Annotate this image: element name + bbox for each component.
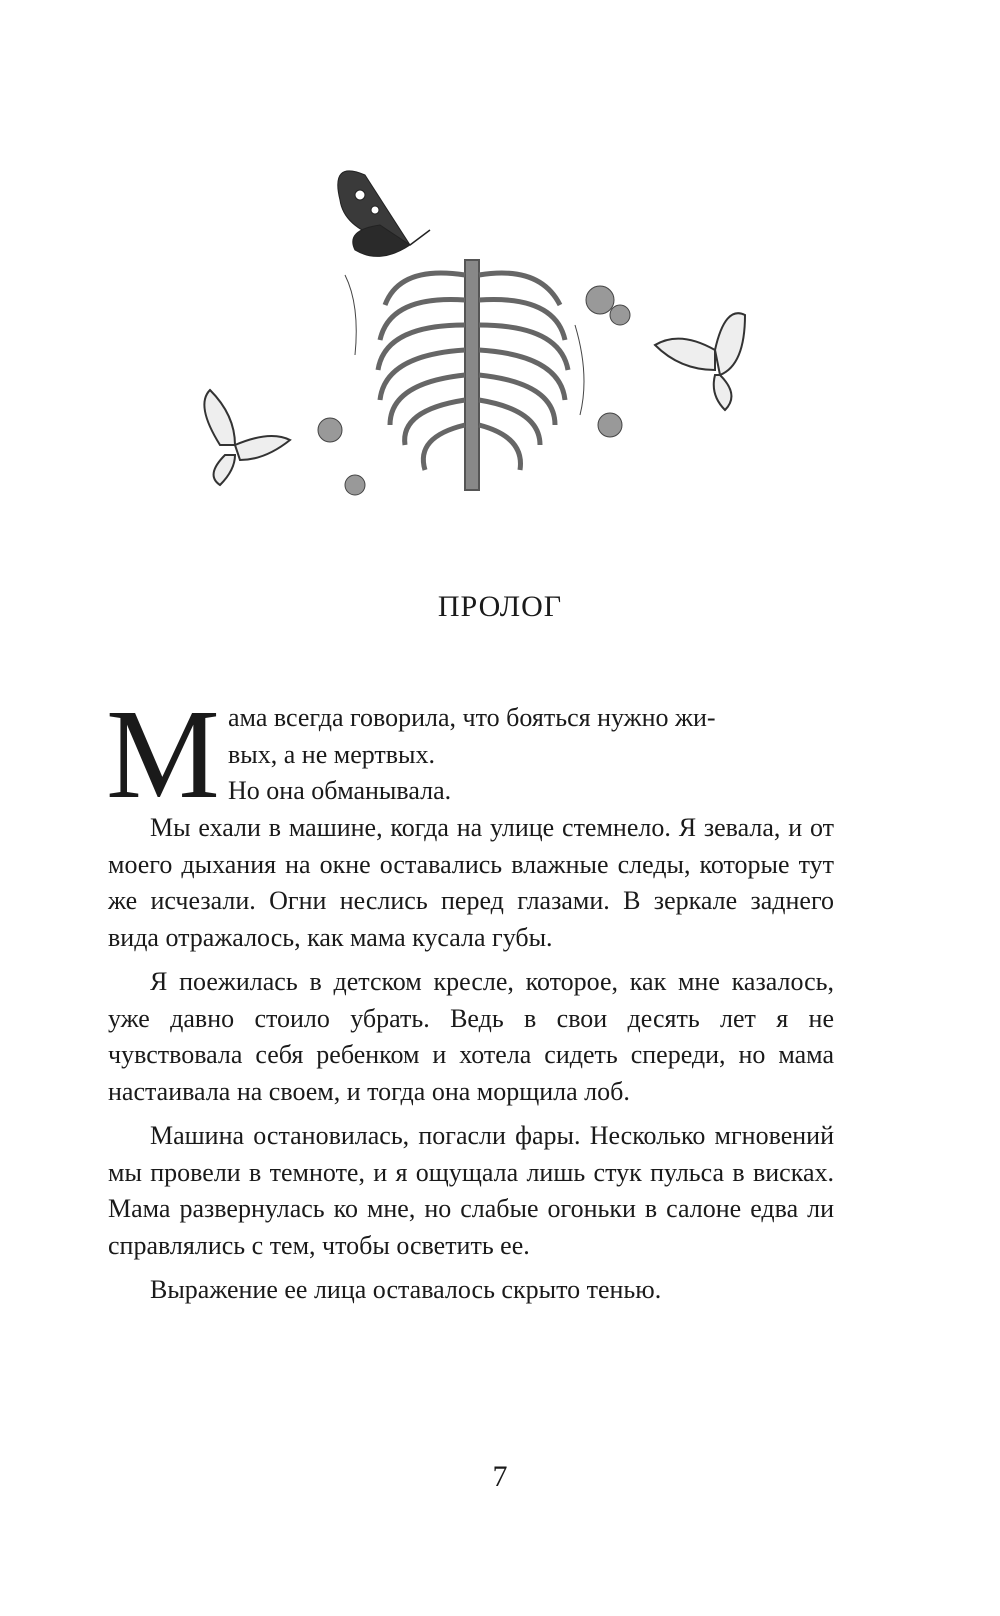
paragraph: Мы ехали в машине, когда на улице стемнело. Я зевала, и от моего дыхания на окне оставались влажные следы, которые тут же исчезали. Огни неслись перед глазами. В зеркале заднего вида отражалось, как мама кусала губы. xyxy=(108,813,834,952)
paragraph: Машина остановилась, погасли фары. Несколько мгновений мы провели в темноте, и я ощущала лишь стук пульса в висках. Мама развернулась ко мне, но слабые огоньки в салоне едва ли справлялись с тем, чтобы осветить ее. xyxy=(108,1121,834,1260)
ribcage-butterflies-illustration xyxy=(180,155,780,535)
chapter-title: ПРОЛОГ xyxy=(437,590,563,623)
ribcage-drawing xyxy=(378,260,568,490)
page-number: 7 xyxy=(492,1460,508,1493)
first-paragraph-block xyxy=(106,683,834,825)
butterfly-icon xyxy=(338,171,430,257)
body-text xyxy=(106,683,834,1309)
paragraph: Выражение ее лица оставалось скрыто тенью. xyxy=(150,1275,662,1304)
butterfly-icon xyxy=(204,390,290,485)
first-paragraph-line: Но она обманывала. xyxy=(228,776,452,805)
butterfly-icon xyxy=(655,313,745,410)
first-paragraph-line: ама всегда говорила, что бояться нужно жи- xyxy=(228,703,716,732)
first-paragraph-line: вых, а не мертвых. xyxy=(228,739,435,769)
drop-cap: М xyxy=(106,683,220,825)
paragraph: Я поежилась в детском кресле, которое, как мне казалось, уже давно стоило убрать. Ведь в свои десять лет я не чувствовала себя ребенком и хотела сидеть спереди, но мама настаивала на своем, и тогда она морщила лоб. xyxy=(108,967,834,1106)
